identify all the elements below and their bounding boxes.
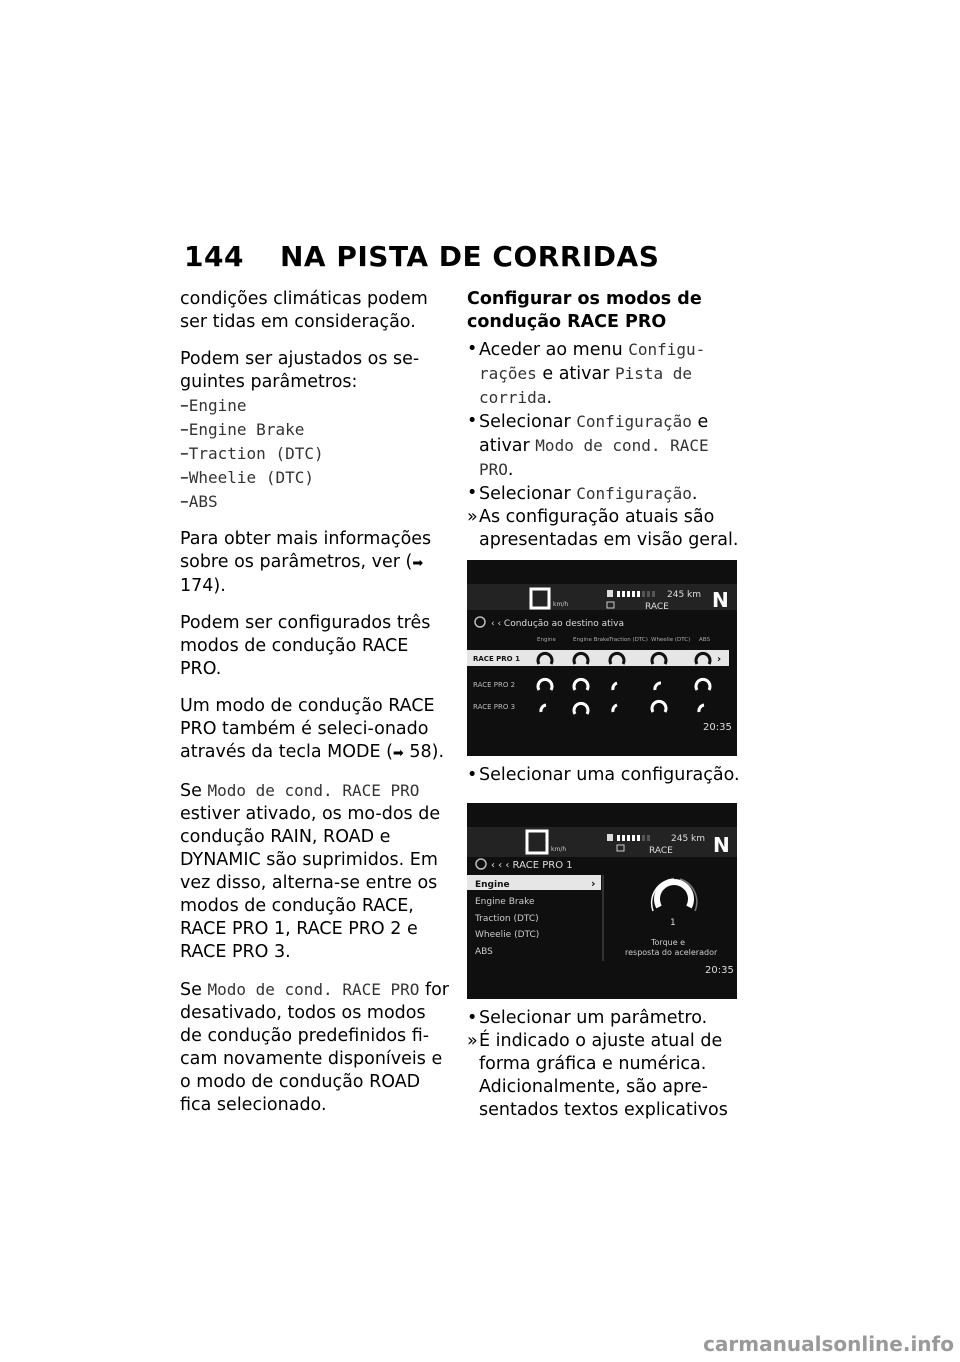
list-item: –Wheelie (DTC) [180, 468, 314, 488]
paragraph: Se Modo de cond. RACE PRO estiver ativado, os mo-dos de condução RAIN, ROAD e DYNAMIC são suprimidos. Em vez disso, alterna-se entre os modos de condução RACE, RACE PRO 1, RACE PRO 2 e RACE PRO 3. [180, 781, 441, 962]
range-readout: 245 km [667, 590, 702, 600]
watermark: carmanualsonline.info [703, 1332, 954, 1356]
gear-indicator: N [712, 588, 729, 612]
fuel-icon [607, 590, 613, 597]
menu-item[interactable]: Wheelie (DTC) [475, 930, 540, 940]
column-header: ABS [699, 637, 710, 643]
bullet-step: • Aceder ao menu Configu-rações e ativar Pista de corrida. [467, 339, 706, 408]
page-number: 144 [184, 240, 244, 273]
paragraph: Podem ser ajustados os se-guintes parâmetros: [180, 349, 420, 392]
page-header [184, 240, 659, 273]
paragraph: condições climáticas podem ser tidas em consideração. [180, 289, 428, 332]
parameter-description: resposta do acelerador [625, 948, 718, 957]
parameter-description: Torque e [651, 938, 686, 947]
row-label[interactable]: RACE PRO 2 [473, 681, 516, 689]
row-label[interactable]: RACE PRO 3 [473, 703, 516, 711]
bullet-step: • Selecionar Configuração. [467, 483, 698, 504]
clock: 20:35 [703, 722, 732, 733]
parameter-list [180, 394, 452, 514]
bullet-step: • Selecionar um parâmetro. [467, 1008, 708, 1028]
left-column [180, 288, 452, 1131]
result-step: » As configuração atuais são apresentadas em visão geral. [467, 507, 739, 550]
paragraph: Um modo de condução RACE PRO também é seleci-onado através da tecla MODE (➡ 58). [180, 696, 445, 762]
list-item: –Engine Brake [180, 420, 305, 440]
arrow-right-icon: ➡ [412, 556, 424, 571]
list-item: –Engine [180, 396, 247, 416]
dashboard-screen-overview [467, 560, 737, 756]
row-label[interactable]: RACE PRO 1 [473, 655, 520, 663]
paragraph: Para obter mais informações sobre os parâmetros, ver (➡ 174). [180, 529, 432, 596]
bullet-step: • Selecionar Configuração e ativar Modo de cond. RACE PRO. [467, 411, 709, 480]
range-readout: 245 km [671, 834, 706, 844]
list-item: –ABS [180, 492, 218, 512]
riding-mode: RACE [645, 602, 669, 612]
menu-item[interactable]: Engine [475, 880, 510, 890]
bullet-step: • Selecionar uma configuração. [467, 765, 740, 785]
fuel-icon [607, 834, 613, 841]
section-heading: Configurar os modos de condução RACE PRO [467, 289, 702, 332]
column-header: Engine [537, 637, 556, 643]
list-item: –Traction (DTC) [180, 444, 324, 464]
menu-title: ‹ ‹ ‹ RACE PRO 1 [491, 860, 573, 871]
riding-mode: RACE [649, 846, 673, 856]
menu-item[interactable]: ABS [475, 947, 493, 957]
arrow-right-icon: ➡ [392, 746, 404, 761]
paragraph: Se Modo de cond. RACE PRO for desativado, todos os modos de condução predefinidos fi-cam novamente disponíveis e o modo de condução ROAD fica selecionado. [180, 980, 450, 1115]
right-column [467, 288, 747, 1122]
result-step: » É indicado o ajuste atual de forma gráfica e numérica. Adicionalmente, são apre-sentados textos explicativos [467, 1031, 728, 1120]
gear-indicator: N [713, 833, 730, 857]
clock: 20:35 [705, 965, 734, 976]
speed-unit: km/h [553, 601, 569, 608]
menu-item[interactable]: Engine Brake [475, 897, 535, 907]
column-header: Wheelie (DTC) [651, 637, 691, 643]
speed-unit: km/h [551, 846, 567, 853]
paragraph: Podem ser configurados três modos de condução RACE PRO. [180, 613, 431, 679]
parameter-value: 1 [670, 918, 676, 928]
column-header: Engine Brake [573, 637, 610, 643]
column-header: Traction (DTC) [609, 637, 648, 643]
dashboard-screen-parameter [467, 803, 737, 999]
menu-title: ‹ ‹ Condução ao destino ativa [491, 619, 624, 629]
menu-item[interactable]: Traction (DTC) [475, 914, 539, 924]
page-title: NA PISTA DE CORRIDAS [280, 240, 660, 273]
chevron-right-icon: › [591, 877, 596, 890]
chevron-right-icon: › [717, 654, 722, 665]
